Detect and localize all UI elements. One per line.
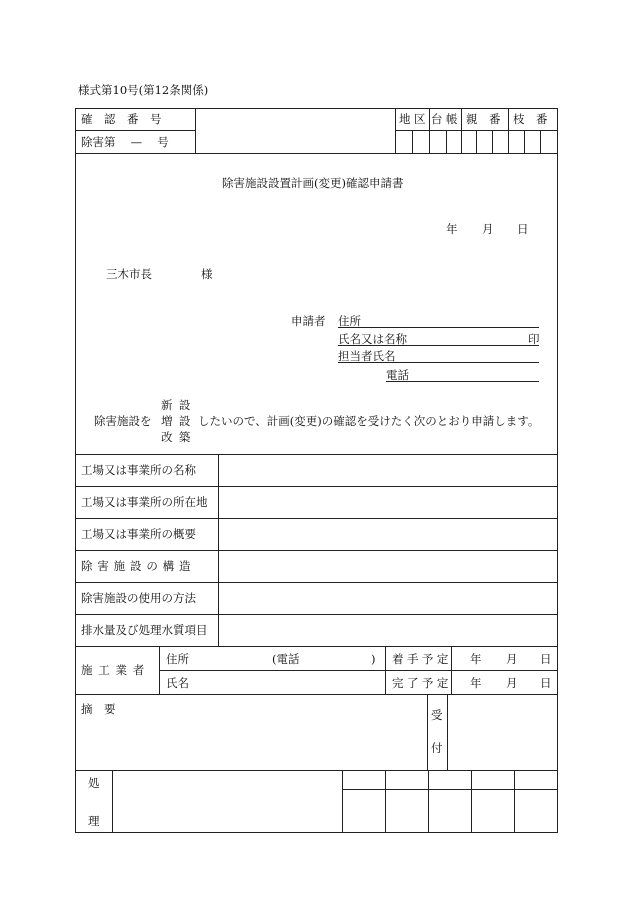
divider [461,108,462,153]
divider [514,770,515,833]
applicant-name-line[interactable] [338,345,539,346]
divider [112,770,113,833]
end-day: 日 [540,676,552,690]
field-label-location: 工場又は事業所の所在地 [81,495,208,509]
applicant-contact-label: 担当者氏名 [338,349,396,363]
receipt-char-2: 付 [431,741,443,755]
applicant-address-line[interactable] [338,327,539,328]
date-day: 日 [517,222,529,236]
divider [447,694,448,770]
divider [342,789,558,790]
applicant-seal: 印 [528,332,540,346]
addressee: 三木市長 [106,267,152,281]
applicant-address-label: 住所 [338,314,361,328]
field-input-structure[interactable] [219,551,557,581]
divider [471,770,472,833]
divider [492,130,493,153]
start-schedule-label: 着手予定 [392,652,452,666]
divider [476,130,477,153]
start-year: 年 [470,652,482,666]
divider [429,108,430,153]
applicant-phone-label: 電話 [386,368,409,382]
ledger-col-chi: 地 [399,112,411,126]
divider [540,130,541,153]
field-input-name[interactable] [219,455,557,485]
addressee-honorific: 様 [201,267,213,281]
date-year: 年 [446,222,458,236]
contractor-name-label: 氏名 [166,676,189,690]
field-label-wastewater: 排水量及び処理水質項目 [81,623,208,637]
divider [75,153,558,154]
field-label-overview: 工場又は事業所の概要 [81,527,196,541]
applicant-name-label: 氏名又は名称 [338,332,407,346]
field-label-structure: 除害施設の構造 [81,559,196,573]
divider [342,770,343,833]
form-title: 除害施設設置計画(変更)確認申請書 [222,176,404,190]
divider [427,694,428,770]
field-input-usage[interactable] [219,583,557,613]
end-year: 年 [470,676,482,690]
form-number-label: 様式第10号(第12条関係) [78,83,209,97]
divider [524,130,525,153]
divider [446,130,447,153]
applicant-contact-line[interactable] [338,362,539,363]
field-input-wastewater[interactable] [219,615,557,645]
request-option-expand: 増設 [161,414,197,428]
divider [75,694,558,695]
contractor-address-label: 住所 [166,652,189,666]
ledger-col-ku: 区 [414,112,426,126]
divider [75,130,195,131]
field-input-overview[interactable] [219,519,557,549]
branch-number-label: 枝 番 [513,112,548,126]
processing-char-2: 理 [88,814,100,828]
summary-label: 摘 要 [81,702,116,716]
parent-number-label: 親 番 [466,112,501,126]
end-schedule-label: 完了予定 [392,676,452,690]
receipt-char-1: 受 [431,708,443,722]
confirmation-number-label: 確 認 番 号 [81,112,162,126]
start-day: 日 [540,652,552,666]
ledger-col-cho: 帳 [446,112,458,126]
divider [395,108,396,153]
request-option-rebuild: 改築 [161,430,197,444]
request-suffix: したいので、計画(変更)の確認を受けたく次のとおり申請します。 [198,414,540,428]
end-month: 月 [506,676,518,690]
applicant-phone-line[interactable] [386,381,539,382]
field-input-location[interactable] [219,487,557,517]
divider [75,646,558,647]
divider [385,646,386,694]
summary-input[interactable] [76,716,426,769]
divider [159,646,160,694]
processing-char-1: 処 [88,776,100,790]
date-month: 月 [482,222,494,236]
contractor-phone-close: ) [371,652,376,666]
ledger-col-dai: 台 [431,112,443,126]
applicant-label: 申請者 [291,314,326,328]
divider [412,130,413,153]
field-label-name: 工場又は事業所の名称 [81,463,196,477]
divider [75,770,558,771]
divider [159,670,558,671]
request-option-new: 新設 [161,398,197,412]
divider [385,770,386,833]
field-label-usage: 除害施設の使用の方法 [81,591,196,605]
contractor-phone-open: (電話 [272,652,300,666]
confirmation-number-value: 除害第 — 号 [81,135,169,149]
divider [195,108,196,153]
request-prefix: 除害施設を [94,414,152,428]
contractor-label: 施工業者 [81,663,150,677]
divider [508,108,509,153]
start-month: 月 [506,652,518,666]
divider [428,770,429,833]
